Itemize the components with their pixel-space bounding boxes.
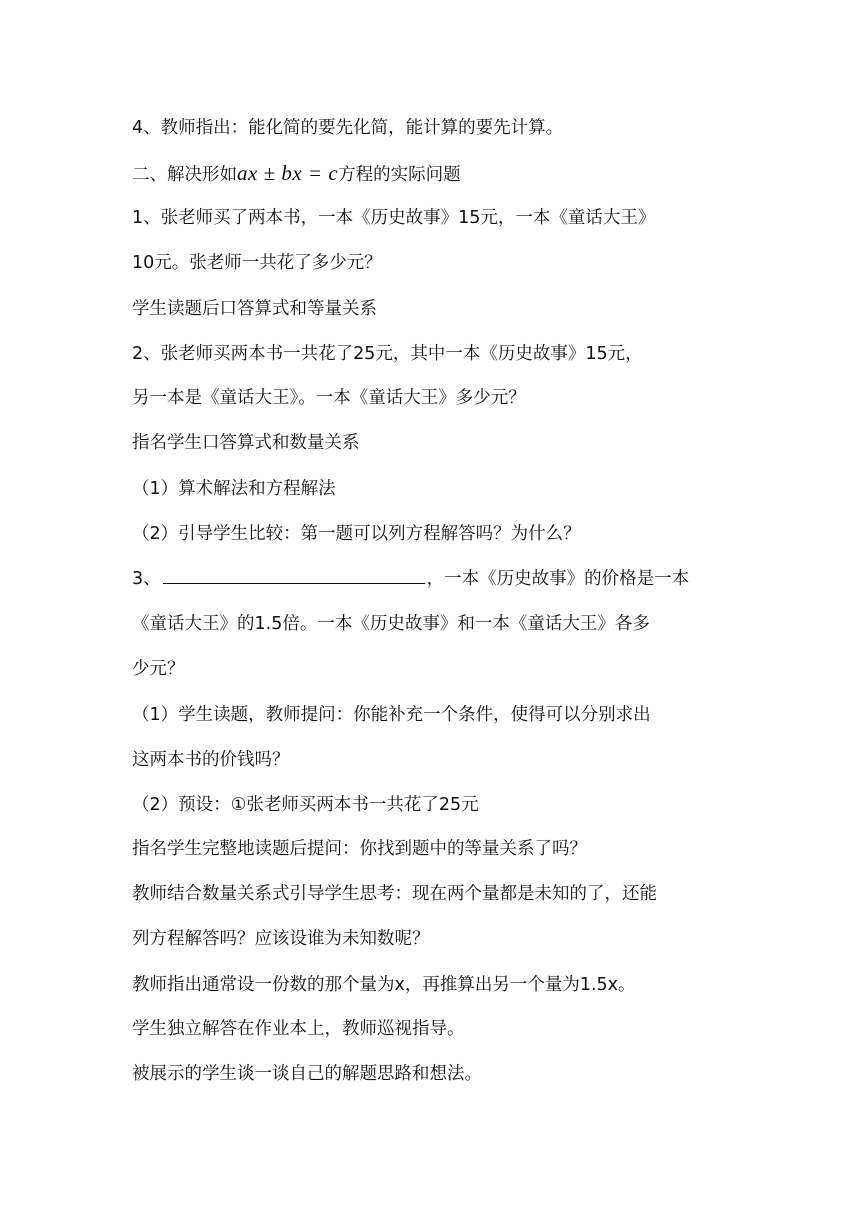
item-number: 3、 <box>132 569 161 589</box>
formula: ax ± bx = c <box>237 161 339 185</box>
item-text: ，一本《历史故事》的价格是一本 <box>426 569 690 589</box>
paragraph-line: 1、张老师买了两本书，一本《历史故事》15元，一本《童话大王》 <box>132 208 656 228</box>
section-heading <box>132 158 742 188</box>
fill-in-blank <box>163 564 425 584</box>
paragraph-line: 少元？ <box>132 659 185 679</box>
paragraph-line: 学生读题后口答算式和等量关系 <box>132 299 377 319</box>
paragraph-line: 10元。张老师一共花了多少元？ <box>132 253 382 273</box>
paragraph-line: 指名学生完整地读题后提问：你找到题中的等量关系了吗？ <box>132 839 587 859</box>
paragraph-line: 《童话大王》的1.5倍。一本《历史故事》和一本《童话大王》各多 <box>132 614 650 634</box>
paragraph-line: （2）引导学生比较：第一题可以列方程解答吗？为什么？ <box>132 524 581 544</box>
paragraph-line: （2）预设：①张老师买两本书一共花了25元 <box>132 795 479 815</box>
paragraph-line <box>132 564 742 594</box>
paragraph-line: 教师结合数量关系式引导学生思考：现在两个量都是未知的了，还能 <box>132 884 657 904</box>
paragraph-line: 列方程解答吗？应该设谁为未知数呢？ <box>132 929 430 949</box>
paragraph-line: （1）算术解法和方程解法 <box>132 479 336 499</box>
paragraph-line: 这两本书的价钱吗？ <box>132 750 290 770</box>
paragraph-line: 2、张老师买两本书一共花了25元，其中一本《历史故事》15元， <box>132 344 643 364</box>
paragraph-line: 指名学生口答算式和数量关系 <box>132 433 360 453</box>
paragraph-line: （1）学生读题，教师提问：你能补充一个条件，使得可以分别求出 <box>132 705 651 725</box>
paragraph-line: 学生独立解答在作业本上，教师巡视指导。 <box>132 1019 465 1039</box>
paragraph-line: 教师指出通常设一份数的那个量为x，再推算出另一个量为1.5x。 <box>132 975 636 995</box>
paragraph-line: 另一本是《童话大王》。一本《童话大王》多少元？ <box>132 388 526 408</box>
heading-prefix: 二、解决形如 <box>132 165 237 185</box>
paragraph-line: 被展示的学生谈一谈自己的解题思路和想法。 <box>132 1064 482 1084</box>
heading-suffix: 方程的实际问题 <box>338 165 461 185</box>
paragraph-line: 4、教师指出：能化简的要先化简，能计算的要先计算。 <box>132 118 564 138</box>
